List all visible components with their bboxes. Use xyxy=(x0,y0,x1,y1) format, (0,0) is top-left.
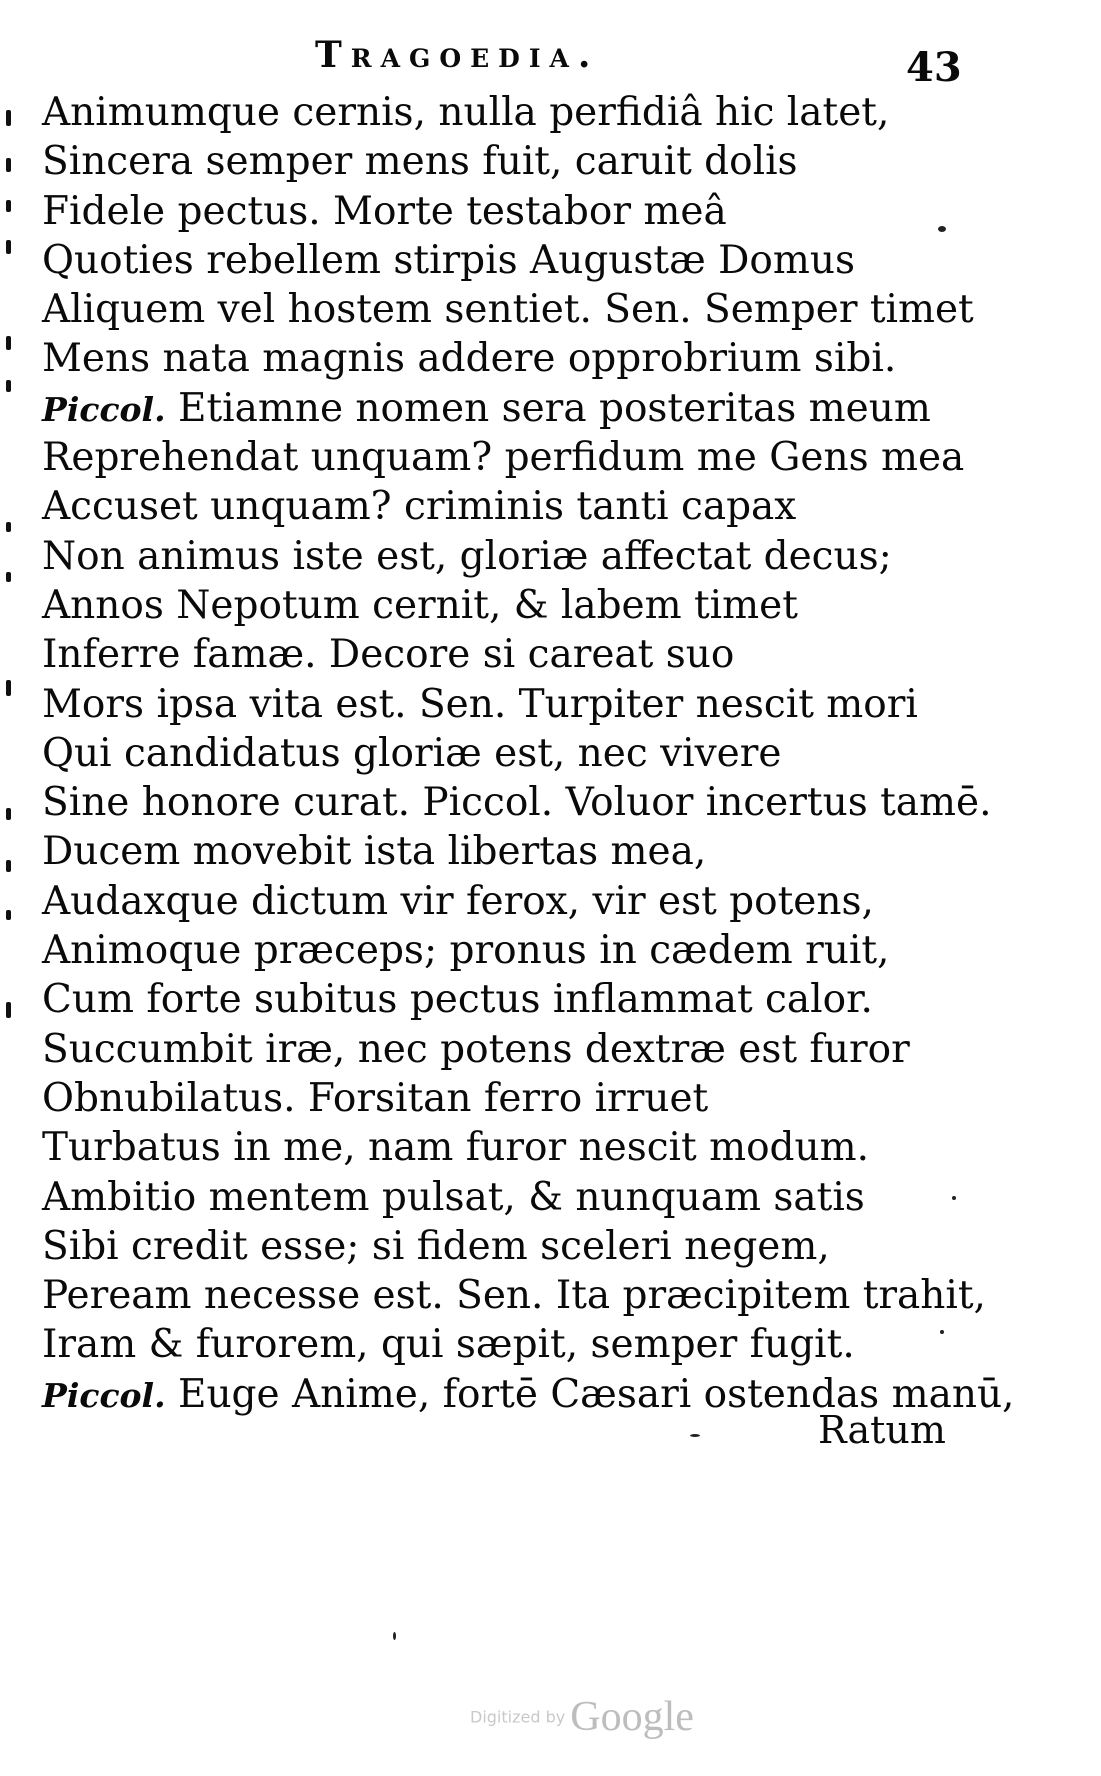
verse-line-text: Obnubilatus. Forsitan ferro irruet xyxy=(42,1075,709,1121)
verse-line xyxy=(42,1173,1002,1222)
margin-mark xyxy=(6,158,11,172)
margin-mark xyxy=(6,200,11,212)
verse-line-text: Sincera semper mens fuit, caruit dolis xyxy=(42,139,798,185)
verse-line xyxy=(42,778,1002,827)
verse-line-text: Cum forte subitus pectus inflammat calor. xyxy=(42,977,873,1023)
verse-line xyxy=(42,1271,1002,1320)
google-logo: Google xyxy=(570,1694,694,1740)
verse-line xyxy=(42,975,1002,1024)
verse-line-text: Non animus iste est, gloriæ affectat decus; xyxy=(42,533,892,579)
verse-line xyxy=(42,1025,1002,1074)
verse-line-text: Audaxque dictum vir ferox, vir est potens, xyxy=(42,878,874,924)
running-head: Tragoedia. xyxy=(315,34,600,76)
verse-line xyxy=(42,729,1002,778)
margin-mark xyxy=(6,910,11,920)
verse-line xyxy=(42,926,1002,975)
verse-line-text: Aliquem vel hostem sentiet. Sen. Semper timet xyxy=(42,287,974,333)
verse-line-text: Annos Nepotum cernit, & labem timet xyxy=(42,582,798,628)
verse-line-text: Iram & furorem, qui sæpit, semper fugit. xyxy=(42,1322,855,1368)
verse-line-text: Euge Anime, fortē Cæsari ostendas manū, xyxy=(165,1371,1015,1417)
verse-line xyxy=(42,1222,1002,1271)
margin-mark xyxy=(6,110,11,126)
verse-line xyxy=(42,1123,1002,1172)
speaker-label: Piccol. xyxy=(42,389,166,429)
verse-line-text: Animumque cernis, nulla perfidiâ hic latet, xyxy=(42,90,890,135)
verse-line-text: Etiamne nomen sera posteritas meum xyxy=(165,385,931,431)
speaker-label: Piccol. xyxy=(42,1375,166,1415)
digitized-watermark xyxy=(470,1693,694,1741)
verse-line xyxy=(42,137,1002,186)
verse-line-text: Qui candidatus gloriæ est, nec vivere xyxy=(42,730,782,776)
verse-line xyxy=(42,680,1002,729)
verse-line xyxy=(42,532,1002,581)
margin-mark xyxy=(6,240,11,254)
verse-line-text: Animoque præceps; pronus in cædem ruit, xyxy=(42,928,890,974)
margin-mark xyxy=(6,680,11,696)
verse-line-text: Reprehendat unquam? perfidum me Gens mea xyxy=(42,435,965,481)
verse-line-text: Succumbit iræ, nec potens dextræ est furor xyxy=(42,1026,910,1072)
verse-text-block xyxy=(42,88,1015,1419)
verse-line xyxy=(42,88,1002,137)
verse-line xyxy=(42,1074,1002,1123)
verse-line-text: Ambitio mentem pulsat, & nunquam satis xyxy=(42,1174,865,1220)
verse-line-text: Mens nata magnis addere opprobrium sibi. xyxy=(42,336,897,382)
verse-line-text: Ducem movebit ista libertas mea, xyxy=(42,829,707,875)
verse-line-text: Inferre famæ. Decore si careat suo xyxy=(42,632,735,678)
verse-line xyxy=(42,581,1002,630)
verse-line-text: Fidele pectus. Morte testabor meâ xyxy=(42,188,727,234)
left-margin-bleed-marks xyxy=(0,90,20,990)
margin-mark xyxy=(6,860,11,872)
verse-line xyxy=(42,187,1002,236)
verse-line xyxy=(42,877,1002,926)
margin-mark xyxy=(6,1002,11,1018)
verse-line xyxy=(42,630,1002,679)
ink-speck xyxy=(952,1196,956,1200)
margin-mark xyxy=(6,336,11,350)
verse-line-text: Mors ipsa vita est. Sen. Turpiter nescit mori xyxy=(42,681,918,727)
ink-speck xyxy=(940,1330,944,1334)
verse-line-text: Accuset unquam? criminis tanti capax xyxy=(42,484,797,530)
margin-mark xyxy=(6,808,11,820)
verse-line xyxy=(42,1320,1002,1369)
verse-line-text: Sine honore curat. Piccol. Voluor incertus tamē. xyxy=(42,780,992,826)
ink-speck xyxy=(938,226,946,232)
verse-line xyxy=(42,433,1002,482)
verse-line xyxy=(42,334,1002,383)
verse-line xyxy=(42,236,1002,285)
verse-line xyxy=(42,384,1002,433)
ink-speck xyxy=(690,1434,700,1437)
verse-line xyxy=(42,285,1002,334)
margin-mark xyxy=(6,380,11,392)
verse-line xyxy=(42,827,1002,876)
page-number: 43 xyxy=(906,44,962,91)
verse-line-text: Sibi credit esse; si fidem sceleri negem, xyxy=(42,1223,830,1269)
verse-line-text: Turbatus in me, nam furor nescit modum. xyxy=(42,1125,870,1171)
verse-line xyxy=(42,482,1002,531)
catchword: Ratum xyxy=(818,1408,946,1452)
digitized-by-label: Digitized by xyxy=(470,1707,566,1727)
ink-speck xyxy=(393,1632,396,1640)
verse-line-text: Peream necesse est. Sen. Ita præcipitem trahit, xyxy=(42,1273,986,1319)
verse-line-text: Quoties rebellem stirpis Augustæ Domus xyxy=(42,237,856,283)
margin-mark xyxy=(6,522,11,532)
margin-mark xyxy=(6,572,11,582)
